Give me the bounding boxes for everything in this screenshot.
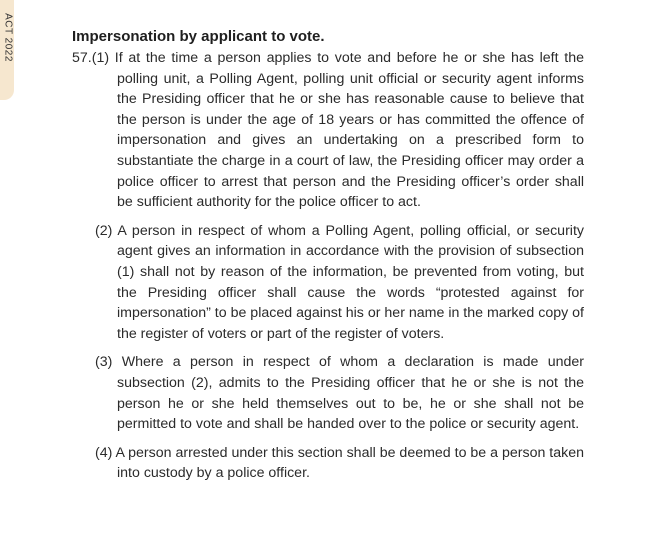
- subsection-1: [72, 48, 584, 213]
- subsection-1-marker: 57.(1): [72, 50, 110, 66]
- side-tab: [0, 0, 14, 100]
- subsection-4-text: A person arrested under this section shall be deemed to be a person taken into custody by a police officer.: [115, 444, 585, 482]
- subsection-3: [72, 352, 584, 434]
- subsection-4: [72, 443, 584, 484]
- section-heading: Impersonation by applicant to vote.: [72, 28, 325, 45]
- subsection-4-marker: (4): [95, 444, 113, 461]
- subsection-2-marker: (2): [95, 222, 113, 239]
- side-tab-label: ACT 2022: [2, 13, 14, 62]
- section-content: [72, 27, 584, 484]
- subsection-3-marker: (3): [95, 354, 113, 371]
- subsection-3-text: Where a person in respect of whom a declaration is made under subsection (2), admits to the Presiding officer that he or she is not the person he or she held themselves out to be, he or she shall not be permitted to vote and shall be handed over to the police or security agent.: [117, 354, 584, 433]
- subsection-1-text: If at the time a person applies to vote and before he or she has left the polling unit, a Polling Agent, polling unit official or security agent informs the Presiding officer that he or she has reasonable cause to believe that the person is under the age of 18 years or has committed the offence of impersonation and gives an undertaking on a prescribed form to substantiate the charge in a court of law, the Presiding officer may order a police officer to arrest that person and the Presiding officer’s order shall be sufficient authority for the police officer to act.: [114, 50, 584, 211]
- subsection-2-text: A person in respect of whom a Polling Agent, polling official, or security agent gives an information in accordance with the provision of subsection (1) shall not by reason of the information, be prevented from voting, but the Presiding officer shall cause the words “protested against for impersonation” to be placed against his or her name in the marked copy of the register of voters or part of the register of voters.: [117, 222, 584, 342]
- subsection-2: [72, 221, 584, 345]
